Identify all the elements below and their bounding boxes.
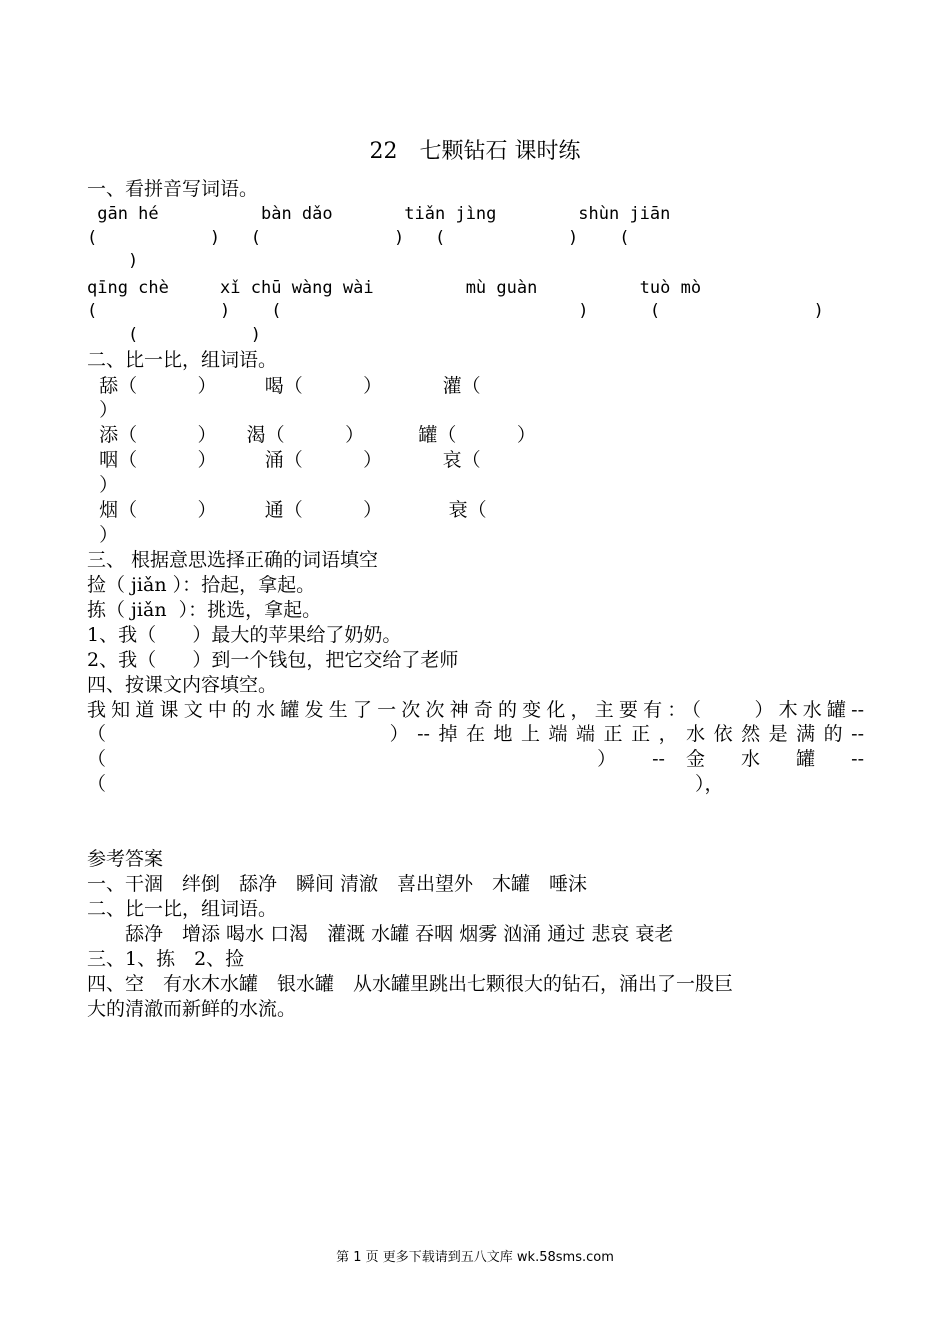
answer-3: 三、1、拣 2、捡: [87, 948, 245, 970]
question-1: 1、我（ ）最大的苹果给了奶奶。: [87, 624, 402, 646]
section2-heading: 二、比一比，组词语。: [87, 349, 278, 371]
fill-line-2: （ ）--掉在地上端端正正，水依然是满的--: [87, 723, 864, 745]
answer-2-heading: 二、比一比，组词语。: [87, 898, 278, 920]
answer-2-words: 舔净 增添 喝水 口渴 灌溉 水罐 吞咽 烟雾 汹涌 通过 悲哀 衰老: [87, 923, 674, 945]
section4-heading: 四、按课文内容填空。: [87, 674, 278, 696]
brackets-row-1-cont: ): [87, 251, 139, 271]
brackets-row-2: ( ) ( ) ( ): [87, 301, 824, 321]
answer-4-line-1: 四、空 有水木水罐 银水罐 从水罐里跳出七颗很大的钻石，涌出了一股巨: [87, 973, 734, 995]
brackets-row-1: ( ) ( ) ( ) (: [87, 228, 630, 248]
compare-row-2: 添（ ） 渴（ ） 罐（ ）: [87, 424, 536, 446]
definition-2: 拣（ jiǎn ）：挑选，拿起。: [87, 599, 322, 621]
definition-1: 捡（ jiǎn ）：拾起，拿起。: [87, 574, 316, 596]
document-title: 22 七颗钻石 课时练: [369, 139, 581, 164]
answers-heading: 参考答案: [87, 848, 164, 870]
compare-row-3: 咽（ ） 涌（ ） 哀（: [87, 449, 481, 471]
answer-1: 一、干涸 绊倒 舔净 瞬间 清澈 喜出望外 木罐 唾沫: [87, 873, 588, 895]
fill-line-4: （ ），: [87, 773, 724, 795]
section1-heading: 一、看拼音写词语。: [87, 178, 259, 200]
answer-4-line-2: 大的清澈而新鲜的水流。: [87, 998, 297, 1020]
fill-line-1: 我知道课文中的水罐发生了一次次神奇的变化，主要有：（ ）木水罐--: [87, 699, 864, 721]
pinyin-row-1: gān hé bàn dǎo tiǎn jìng shùn jiān: [87, 204, 671, 224]
section3-heading: 三、 根据意思选择正确的词语填空: [87, 549, 379, 571]
compare-row-1-cont: ）: [87, 399, 119, 421]
brackets-row-2-cont: ( ): [87, 325, 261, 345]
compare-row-4-cont: ）: [87, 524, 119, 546]
fill-line-3: （ ） -- 金 水 罐 --: [87, 748, 864, 770]
compare-row-4: 烟（ ） 通（ ） 衰（: [87, 499, 487, 521]
pinyin-row-2: qīng chè xǐ chū wàng wài mù guàn tuò mò: [87, 278, 702, 298]
page-footer: 第 1 页 更多下载请到五八文库 wk.58sms.com: [336, 1250, 614, 1265]
compare-row-1: 舔（ ） 喝（ ） 灌（: [87, 375, 481, 397]
question-2: 2、我（ ）到一个钱包，把它交给了老师: [87, 649, 459, 671]
compare-row-3-cont: ）: [87, 474, 119, 496]
